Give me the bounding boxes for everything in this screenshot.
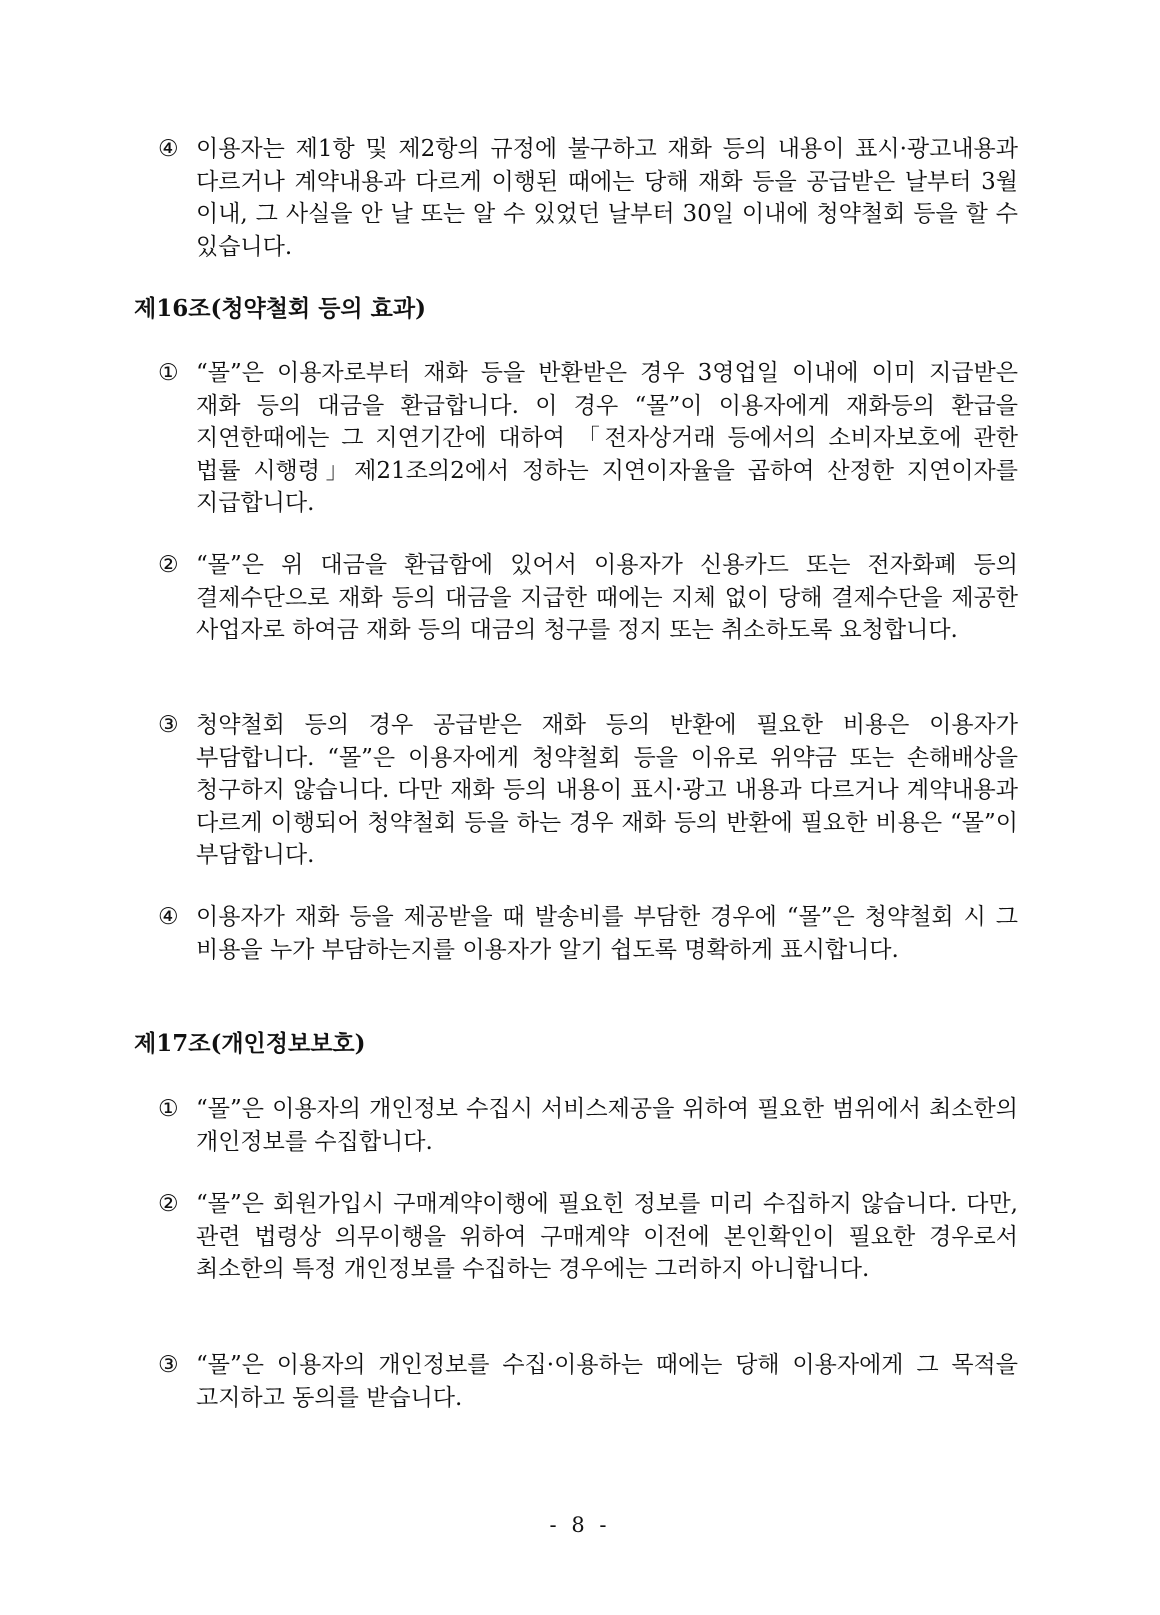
item-text: 이용자가 재화 등을 제공받을 때 발송비를 부담한 경우에 “몰”은 청약철회 시 그 비용을 누가 부담하는지를 이용자가 알기 쉽도록 명확하게 표시합니다. xyxy=(196,904,1018,963)
article-17-title: 제17조(개인정보보호) xyxy=(134,1030,366,1057)
page-number: - 8 - xyxy=(549,1513,611,1537)
paragraph-item-4 xyxy=(158,133,1018,263)
item-number: ③ xyxy=(158,712,179,738)
item-text: 이용자는 제1항 및 제2항의 규정에 불구하고 재화 등의 내용이 표시·광고내용과 다르거나 계약내용과 다르게 이행된 때에는 당해 재화 등을 공급받은 날부터 3월 이내, 그 사실을 안 날 또는 알 수 있었던 날부터 30일 이내에 청약철회 등을 할 수 있습니다. xyxy=(196,136,1018,260)
item-text: “몰”은 회원가입시 구매계약이행에 필요힌 정보를 미리 수집하지 않습니다. 다만, 관련 법령상 의무이행을 위하여 구매계약 이전에 본인확인이 필요한 경우로서 최소한의 특정 개인정보를 수집하는 경우에는 그러하지 아니합니다. xyxy=(196,1191,1018,1282)
item-number: ③ xyxy=(158,1352,179,1378)
item-text: 청약철회 등의 경우 공급받은 재화 등의 반환에 필요한 비용은 이용자가 부담합니다. “몰”은 이용자에게 청약철회 등을 이유로 위약금 또는 손해배상을 청구하지 않습니다. 다만 재화 등의 내용이 표시·광고 내용과 다르거나 계약내용과 다르게 이행되어 청약철회 등을 하는 경우 재화 등의 반환에 필요한 비용은 “몰”이 부담합니다. xyxy=(196,712,1018,868)
item-number: ② xyxy=(158,552,179,578)
item-text: “몰”은 위 대금을 환급함에 있어서 이용자가 신용카드 또는 전자화폐 등의 결제수단으로 재화 등의 대금을 지급한 때에는 지체 없이 당해 결제수단을 제공한 사업자로 하여금 재화 등의 대금의 청구를 정지 또는 취소하도록 요청합니다. xyxy=(196,552,1018,643)
item-number: ② xyxy=(158,1191,179,1217)
article-17-item-3 xyxy=(158,1349,1018,1414)
article-16-item-4 xyxy=(158,901,1018,966)
article-16-item-3 xyxy=(158,709,1018,872)
item-number: ① xyxy=(158,1096,179,1122)
item-number: ④ xyxy=(158,136,179,162)
item-number: ① xyxy=(158,360,179,386)
item-number: ④ xyxy=(158,904,179,930)
item-text: “몰”은 이용자의 개인정보를 수집·이용하는 때에는 당해 이용자에게 그 목적을 고지하고 동의를 받습니다. xyxy=(196,1352,1018,1411)
article-17-item-2 xyxy=(158,1188,1018,1286)
article-17-item-1 xyxy=(158,1093,1018,1158)
article-16-item-2 xyxy=(158,549,1018,647)
item-text: “몰”은 이용자의 개인정보 수집시 서비스제공을 위하여 필요한 범위에서 최소한의 개인정보를 수집합니다. xyxy=(196,1096,1018,1155)
article-16-title: 제16조(청약철회 등의 효과) xyxy=(134,295,426,322)
item-text: “몰”은 이용자로부터 재화 등을 반환받은 경우 3영업일 이내에 이미 지급받은 재화 등의 대금을 환급합니다. 이 경우 “몰”이 이용자에게 재화등의 환급을 지연한때에는 그 지연기간에 대하여 「전자상거래 등에서의 소비자보호에 관한 법률 시행령」제21조의2에서 정하는 지연이자율을 곱하여 산정한 지연이자를 지급합니다. xyxy=(196,360,1018,516)
article-16-item-1 xyxy=(158,357,1018,520)
